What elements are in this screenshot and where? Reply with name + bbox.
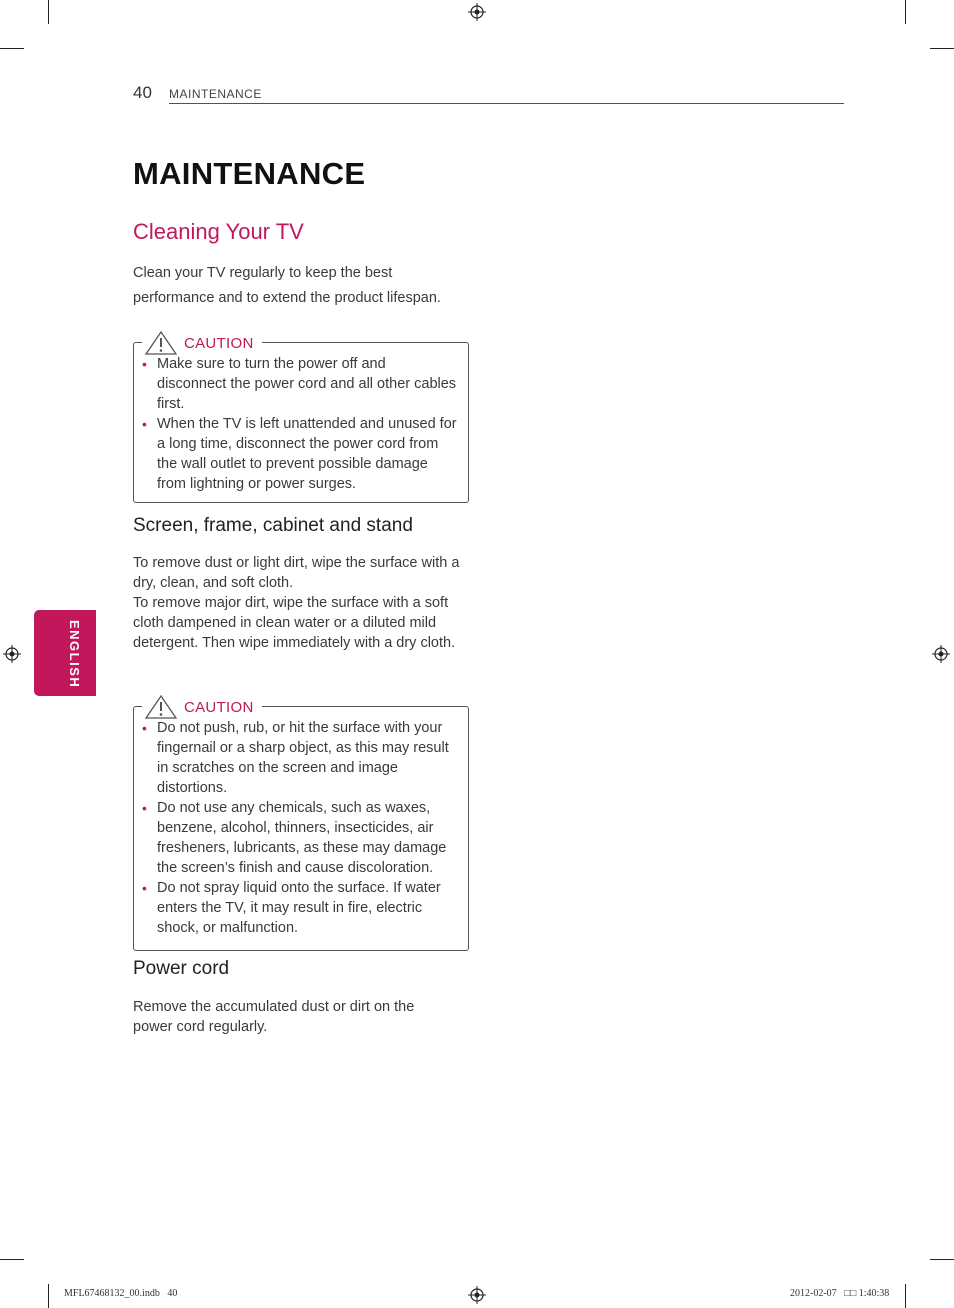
crop-mark	[48, 1284, 49, 1308]
crop-mark	[0, 48, 24, 49]
page-number: 40	[133, 83, 152, 102]
crop-mark	[905, 0, 906, 24]
registration-mark-icon	[3, 645, 21, 663]
registration-mark-icon	[468, 1286, 486, 1304]
screen-text: To remove dust or light dirt, wipe the surface with a dry, clean, and soft cloth.	[133, 555, 460, 591]
power-cord-text: Remove the accumulated dust or dirt on the power cord regularly.	[133, 999, 415, 1035]
footer-file-info: MFL67468132_00.indb 40	[64, 1288, 178, 1299]
caution-header	[142, 694, 262, 720]
bullet-icon: •	[142, 720, 147, 736]
footer-timestamp: 2012-02-07 □□ 1:40:38	[790, 1288, 890, 1299]
caution-label: CAUTION	[184, 334, 254, 352]
language-tab	[34, 610, 96, 696]
bullet-icon: •	[142, 800, 147, 816]
registration-mark-icon	[932, 645, 950, 663]
caution-label: CAUTION	[184, 698, 254, 716]
caution-header	[142, 330, 262, 356]
list-item: • Do not spray liquid onto the surface. If water enters the TV, it may result in fire, electric shock, or malfunction.	[142, 880, 441, 936]
cleaning-intro-line-1: Clean your TV regularly to keep the best	[133, 265, 393, 281]
bullet-icon: •	[142, 356, 147, 372]
warning-triangle-icon	[144, 694, 178, 720]
bullet-icon: •	[142, 880, 147, 896]
caution-list	[142, 354, 458, 494]
caution-box	[133, 334, 469, 503]
running-header: MAINTENANCE	[169, 87, 262, 101]
crop-mark	[930, 48, 954, 49]
section-heading-screen: Screen, frame, cabinet and stand	[133, 515, 413, 536]
language-tab-label: ENGLISH	[67, 619, 82, 689]
section-heading-power-cord: Power cord	[133, 958, 230, 979]
bullet-icon: •	[142, 416, 147, 432]
crop-mark	[0, 1259, 24, 1260]
cleaning-intro-line-2: performance and to extend the product lifespan.	[133, 290, 441, 306]
registration-mark-icon	[468, 3, 486, 21]
crop-mark	[48, 0, 49, 24]
screen-text-2: To remove major dirt, wipe the surface with a soft cloth dampened in clean water or a diluted mild detergent. Then wipe immediately with a dry cloth.	[133, 595, 456, 651]
warning-triangle-icon	[144, 330, 178, 356]
list-item: • When the TV is left unattended and unused for a long time, disconnect the power cord from the wall outlet to prevent possible damage from lightning or power surges.	[142, 416, 457, 492]
crop-mark	[905, 1284, 906, 1308]
caution-box	[133, 698, 469, 951]
list-item: • Make sure to turn the power off and disconnect the power cord and all other cables first.	[142, 356, 457, 412]
list-item: • Do not use any chemicals, such as waxes, benzene, alcohol, thinners, insecticides, air fresheners, lubricants, as these may damage the screen’s finish and cause discoloration.	[142, 800, 447, 876]
crop-mark	[930, 1259, 954, 1260]
header-rule	[169, 103, 844, 104]
caution-list	[142, 718, 458, 938]
section-heading-cleaning: Cleaning Your TV	[133, 219, 304, 244]
list-item: • Do not push, rub, or hit the surface with your fingernail or a sharp object, as this may result in scratches on the screen and image distortions.	[142, 720, 449, 796]
page-title: MAINTENANCE	[133, 156, 366, 191]
